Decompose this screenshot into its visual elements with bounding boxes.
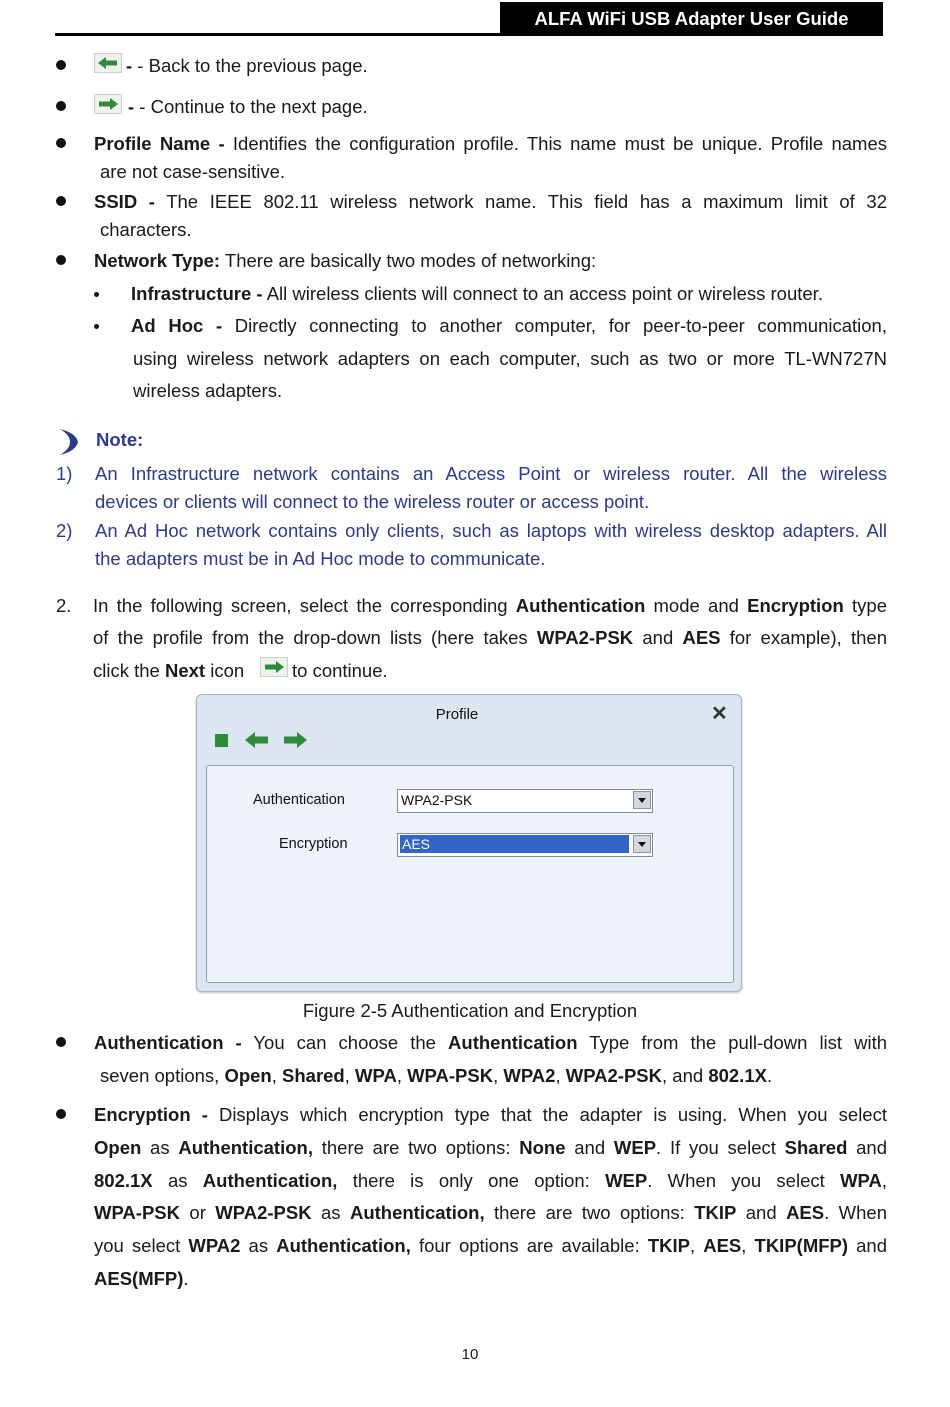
profile-name-line1: Profile Name - Identifies the configuration profile. This name must be unique. Profile names — [94, 133, 887, 154]
text-run: , — [741, 1235, 755, 1256]
text-run: and — [847, 1137, 887, 1158]
adhoc-line3: wireless adapters. — [133, 380, 283, 401]
step2-line2: of the profile from the drop-down lists (here takes WPA2-PSK and AES for example), then — [93, 627, 887, 648]
authentication-select[interactable] — [397, 789, 653, 813]
text-run: as — [311, 1202, 350, 1223]
text-run: None — [519, 1137, 566, 1158]
encryption-line — [94, 1267, 189, 1291]
text-run: you select — [94, 1235, 189, 1256]
note-item-2-num: 2) — [56, 520, 73, 541]
text-run: Open — [224, 1065, 272, 1086]
text-run: TKIP(MFP) — [754, 1235, 849, 1256]
text-run: Authentication, — [202, 1170, 338, 1191]
back-description: - - Back to the previous page. — [126, 55, 368, 76]
note-chevron-icon — [56, 427, 82, 457]
note-item-2-line1: An Ad Hoc network contains only clients, such as laptops with wireless desktop adapters. All — [95, 520, 887, 541]
step2-line3b: to continue. — [292, 660, 388, 681]
encryption-value: AES — [400, 835, 629, 853]
text-run: Shared — [784, 1137, 848, 1158]
note-label: Note: — [96, 429, 144, 450]
authentication-line1: Authentication - You can choose the Authentication Type from the pull-down list with — [94, 1032, 887, 1053]
text-run: , — [555, 1065, 566, 1086]
text-run: 802.1X — [94, 1170, 153, 1191]
page-number: 10 — [461, 1346, 479, 1363]
next-arrow-icon — [260, 657, 288, 677]
text-run: 802.1X — [708, 1065, 767, 1086]
text-run: or — [180, 1202, 216, 1223]
text-run: . — [766, 1065, 773, 1086]
adhoc-line2: using wireless network adapters on each computer, such as two or more TL-WN727N — [133, 348, 887, 369]
text-run: Displays which encryption type that the adapter is using. When you select — [207, 1104, 887, 1125]
text-run: . When — [824, 1202, 887, 1223]
bullet — [56, 101, 66, 111]
text-run: WPA — [840, 1170, 882, 1191]
text-run: . If you select — [656, 1137, 785, 1158]
dialog-panel — [206, 765, 734, 983]
ssid-line2: characters. — [100, 219, 192, 240]
text-run: four options are available: — [410, 1235, 648, 1256]
encryption-label: Encryption — [279, 836, 348, 852]
text-run: and — [848, 1235, 888, 1256]
text-run: Authentication, — [349, 1202, 485, 1223]
note-item-1-line2: devices or clients will connect to the wireless router or access point. — [95, 491, 650, 512]
text-run: there is only one option: — [337, 1170, 606, 1191]
text-run: TKIP — [694, 1202, 737, 1223]
bullet — [56, 1037, 66, 1047]
text-run: Encryption - — [94, 1104, 208, 1125]
encryption-line — [94, 1234, 887, 1258]
sub-bullet — [94, 324, 99, 329]
bullet — [56, 60, 66, 70]
authentication-label: Authentication — [253, 792, 345, 808]
text-run: Shared — [282, 1065, 345, 1086]
figure-caption: Figure 2-5 Authentication and Encryption — [302, 1000, 638, 1021]
text-run: WPA2-PSK — [215, 1202, 312, 1223]
encryption-line — [94, 1103, 887, 1127]
text-run: , and — [662, 1065, 709, 1086]
text-run: and — [565, 1137, 614, 1158]
text-run: WPA-PSK — [407, 1065, 494, 1086]
text-run: , — [396, 1065, 408, 1086]
text-run: WEP — [613, 1137, 657, 1158]
text-run: as — [141, 1137, 179, 1158]
encryption-select[interactable] — [397, 833, 653, 857]
text-run: WPA2 — [188, 1235, 241, 1256]
text-run: AES(MFP) — [94, 1268, 184, 1289]
text-run: WPA2-PSK — [565, 1065, 663, 1086]
ssid-line1: SSID - The IEEE 802.11 wireless network name. This field has a maximum limit of 32 — [94, 191, 887, 212]
next-description: - - Continue to the next page. — [128, 96, 368, 117]
text-run: AES — [786, 1202, 825, 1223]
text-run: seven options, — [100, 1065, 225, 1086]
encryption-line — [94, 1201, 887, 1225]
text-run: WEP — [605, 1170, 648, 1191]
text-run: . When you select — [647, 1170, 841, 1191]
encryption-line — [94, 1136, 887, 1160]
text-run: TKIP — [647, 1235, 690, 1256]
encryption-line — [94, 1169, 887, 1193]
dialog-title: Profile — [435, 706, 479, 723]
text-run: WPA2 — [503, 1065, 556, 1086]
text-run: . — [183, 1268, 189, 1289]
back-arrow-icon — [94, 53, 122, 73]
text-run: and — [736, 1202, 787, 1223]
note-item-1-line1: An Infrastructure network contains an Access Point or wireless router. All the wireless — [95, 463, 887, 484]
chevron-down-icon[interactable] — [633, 835, 651, 853]
next-arrow-icon — [94, 94, 122, 114]
sub-bullet — [94, 292, 99, 297]
text-run: , — [689, 1235, 704, 1256]
text-run: , — [493, 1065, 504, 1086]
close-icon[interactable]: ✕ — [711, 703, 728, 725]
step-number: 2. — [56, 595, 72, 616]
back-arrow-icon[interactable] — [243, 730, 271, 750]
text-run: Authentication, — [178, 1137, 313, 1158]
profile-name-line2: are not case-sensitive. — [100, 161, 286, 182]
step2-line1: In the following screen, select the corresponding Authentication mode and Encryption type — [93, 595, 887, 616]
authentication-value: WPA2-PSK — [401, 792, 473, 808]
text-run: there are two options: — [312, 1137, 520, 1158]
authentication-line2 — [100, 1064, 772, 1088]
text-run: Open — [94, 1137, 142, 1158]
text-run: as — [152, 1170, 203, 1191]
next-arrow-icon[interactable] — [281, 730, 309, 750]
text-run: , — [271, 1065, 283, 1086]
text-run: , — [881, 1170, 887, 1191]
bullet — [56, 196, 66, 206]
chevron-down-icon[interactable] — [633, 791, 651, 809]
bullet — [56, 138, 66, 148]
note-item-2-line2: the adapters must be in Ad Hoc mode to communicate. — [95, 548, 546, 569]
header-title: ALFA WiFi USB Adapter User Guide — [500, 2, 883, 36]
step2-line3a: click the Next icon — [93, 660, 245, 681]
text-run: WPA — [355, 1065, 397, 1086]
text-run: there are two options: — [484, 1202, 695, 1223]
adhoc-line1: Ad Hoc - Directly connecting to another computer, for peer-to-peer communication, — [131, 315, 887, 336]
stop-icon[interactable] — [215, 734, 228, 747]
bullet — [56, 1109, 66, 1119]
text-run: Authentication, — [276, 1235, 411, 1256]
note-item-1-num: 1) — [56, 463, 73, 484]
text-run: WPA-PSK — [94, 1202, 180, 1223]
infrastructure-desc: Infrastructure - All wireless clients will connect to an access point or wireless router. — [131, 283, 823, 304]
text-run: AES — [703, 1235, 742, 1256]
text-run: , — [344, 1065, 356, 1086]
bullet — [56, 255, 66, 265]
network-type: Network Type: There are basically two modes of networking: — [94, 250, 597, 271]
profile-dialog — [196, 694, 742, 992]
text-run: as — [240, 1235, 277, 1256]
